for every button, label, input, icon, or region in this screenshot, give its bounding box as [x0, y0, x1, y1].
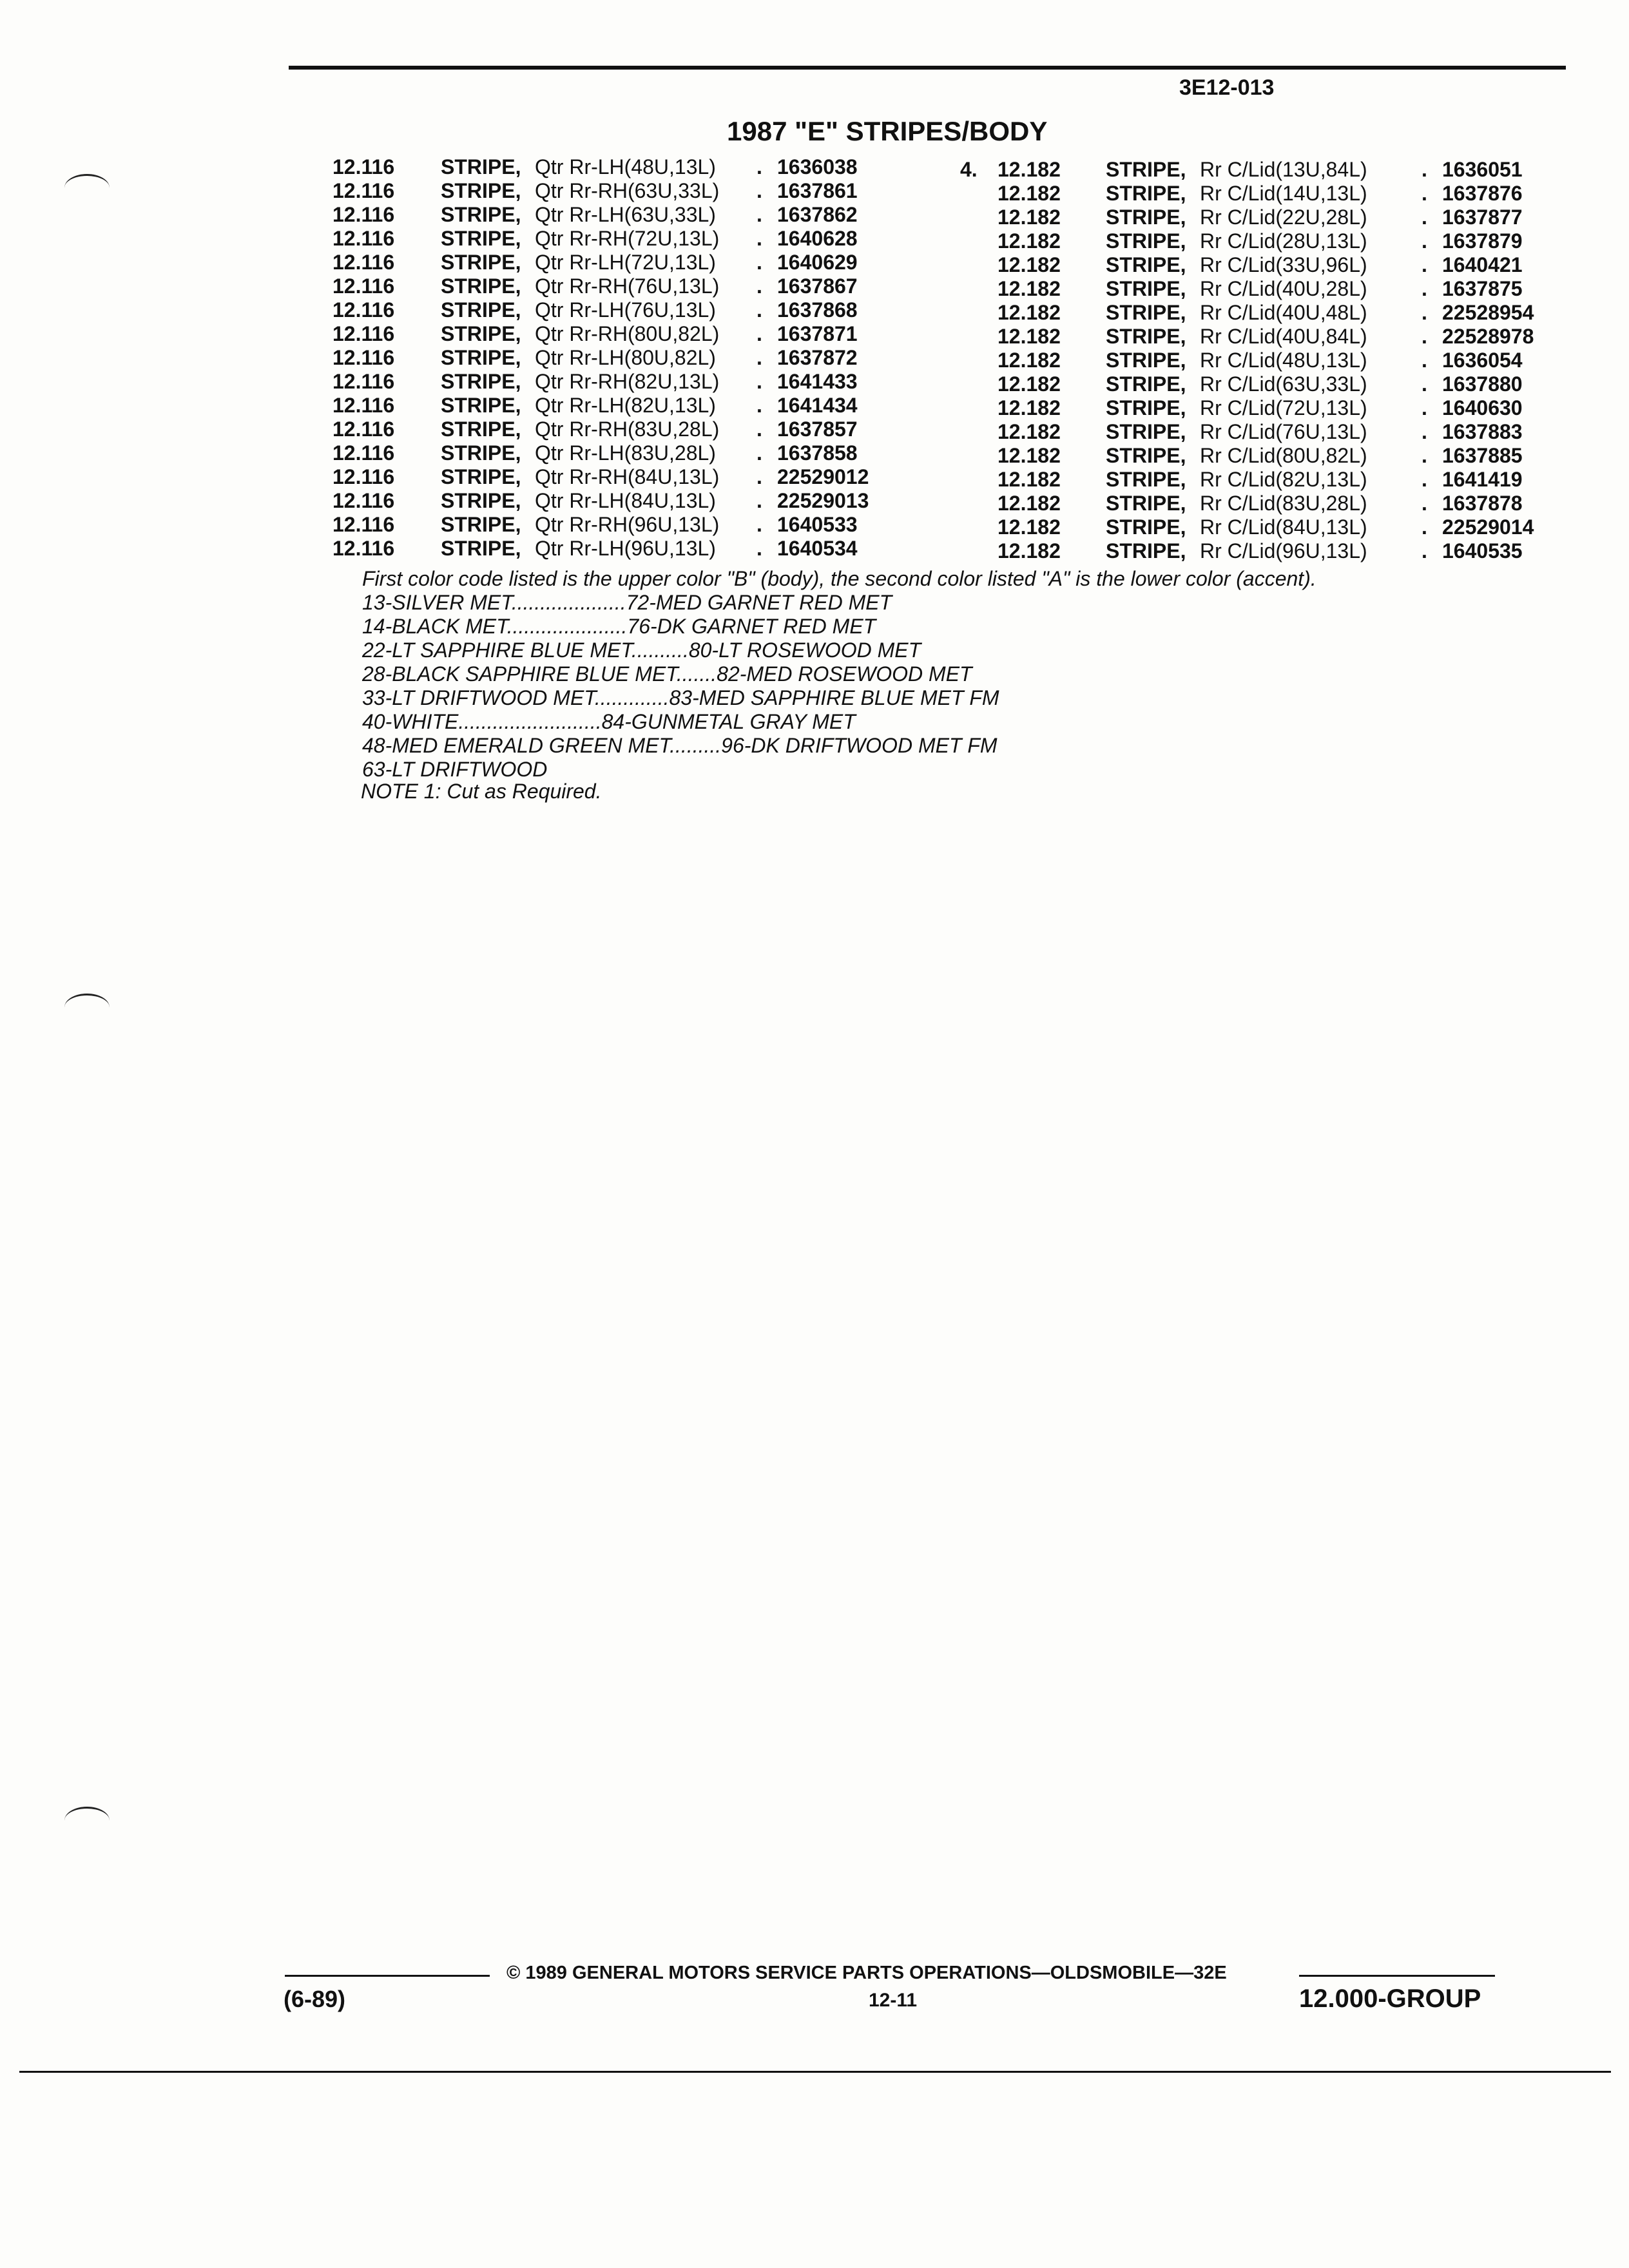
part-description: Qtr Rr-LH(82U,13L) [535, 394, 716, 417]
leader-dot: . [757, 370, 762, 393]
leader-dot: . [1422, 349, 1427, 372]
copyright-text: © 1989 GENERAL MOTORS SERVICE PARTS OPERATIONS—OLDSMOBILE—32E [506, 1963, 1227, 1983]
group-number: 12.116 [333, 346, 395, 369]
part-row [0, 253, 1629, 277]
part-description: Qtr Rr-RH(80U,82L) [535, 322, 720, 345]
part-number: 1640533 [777, 513, 858, 536]
group-number: 12.182 [998, 158, 1061, 181]
part-description: Rr C/Lid(82U,13L) [1200, 468, 1367, 491]
part-number: 1637861 [777, 179, 858, 202]
cut-note: NOTE 1: Cut as Required. [361, 780, 602, 803]
part-number: 1637871 [777, 322, 858, 345]
part-keyword: STRIPE, [1106, 206, 1186, 229]
part-description: Qtr Rr-RH(72U,13L) [535, 227, 720, 250]
group-number: 12.182 [998, 229, 1061, 253]
part-number: 1637857 [777, 418, 858, 441]
group-number: 12.116 [333, 298, 395, 322]
part-number: 1637862 [777, 203, 858, 226]
part-keyword: STRIPE, [1106, 349, 1186, 372]
margin-mark [64, 174, 110, 202]
part-description: Qtr Rr-RH(82U,13L) [535, 370, 720, 393]
part-description: Rr C/Lid(33U,96L) [1200, 253, 1367, 276]
leader-dot: . [1422, 492, 1427, 515]
leader-dot: . [1422, 158, 1427, 181]
leader-dot: . [757, 251, 762, 274]
part-number: 1641433 [777, 370, 858, 393]
part-row [0, 301, 1629, 325]
part-keyword: STRIPE, [441, 274, 521, 298]
leader-dot: . [1422, 396, 1427, 419]
leader-dot: . [757, 155, 762, 178]
leader-dot: . [757, 227, 762, 250]
group-number: 12.182 [998, 182, 1061, 205]
part-description: Qtr Rr-LH(80U,82L) [535, 346, 716, 369]
group-number: 12.182 [998, 325, 1061, 348]
part-number: 1637868 [777, 298, 858, 322]
part-keyword: STRIPE, [1106, 253, 1186, 276]
part-number: 1637877 [1442, 206, 1523, 229]
part-row [0, 539, 1629, 563]
leader-dot: . [1422, 515, 1427, 539]
part-number: 1637879 [1442, 229, 1523, 253]
group-number: 12.116 [333, 489, 395, 512]
part-number: 22529014 [1442, 515, 1534, 539]
quantity: 4. [960, 158, 978, 181]
part-description: Rr C/Lid(83U,28L) [1200, 492, 1367, 515]
part-description: Rr C/Lid(96U,13L) [1200, 539, 1367, 562]
leader-dot: . [757, 465, 762, 488]
part-row [0, 182, 1629, 206]
group-number: 12.116 [333, 394, 395, 417]
part-description: Rr C/Lid(13U,84L) [1200, 158, 1367, 181]
part-row [0, 325, 1629, 349]
group-number: 12.116 [333, 441, 395, 465]
color-legend-line: 63-LT DRIFTWOOD [362, 758, 548, 781]
part-keyword: STRIPE, [1106, 158, 1186, 181]
group-number: 12.182 [998, 301, 1061, 324]
leader-dot: . [1422, 325, 1427, 348]
color-legend-line: 40-WHITE.........................84-GUNMETAL GRAY MET [362, 710, 856, 733]
leader-dot: . [1422, 372, 1427, 396]
part-number: 1636038 [777, 155, 858, 178]
part-row [0, 420, 1629, 444]
part-number: 1636051 [1442, 158, 1523, 181]
group-number: 12.116 [333, 274, 395, 298]
part-keyword: STRIPE, [1106, 468, 1186, 491]
part-row [0, 349, 1629, 372]
part-description: Rr C/Lid(14U,13L) [1200, 182, 1367, 205]
group-number: 12.116 [333, 227, 395, 250]
group-number: 12.116 [333, 418, 395, 441]
part-row [0, 444, 1629, 468]
group-number: 12.116 [333, 513, 395, 536]
color-legend-line: 14-BLACK MET.....................76-DK GARNET RED MET [362, 615, 876, 638]
part-description: Qtr Rr-LH(83U,28L) [535, 441, 716, 465]
part-keyword: STRIPE, [1106, 396, 1186, 419]
part-number: 1640629 [777, 251, 858, 274]
leader-dot: . [757, 274, 762, 298]
part-description: Qtr Rr-LH(48U,13L) [535, 155, 716, 178]
group-number: 12.182 [998, 396, 1061, 419]
part-number: 1637885 [1442, 444, 1523, 467]
part-description: Qtr Rr-LH(63U,33L) [535, 203, 716, 226]
part-keyword: STRIPE, [441, 203, 521, 226]
part-keyword: STRIPE, [441, 489, 521, 512]
part-description: Qtr Rr-LH(96U,13L) [535, 537, 716, 560]
part-number: 22529012 [777, 465, 869, 488]
part-number: 22528954 [1442, 301, 1534, 324]
part-row [0, 372, 1629, 396]
group-number: 12.116 [333, 322, 395, 345]
group-number: 12.116 [333, 537, 395, 560]
part-number: 1640628 [777, 227, 858, 250]
part-description: Qtr Rr-LH(72U,13L) [535, 251, 716, 274]
group-label: 12.000-GROUP [1299, 1984, 1481, 2013]
group-number: 12.182 [998, 349, 1061, 372]
part-description: Qtr Rr-RH(96U,13L) [535, 513, 720, 536]
leader-dot: . [1422, 301, 1427, 324]
part-keyword: STRIPE, [1106, 301, 1186, 324]
part-number: 1637872 [777, 346, 858, 369]
group-number: 12.182 [998, 253, 1061, 276]
part-description: Rr C/Lid(63U,33L) [1200, 372, 1367, 396]
part-description: Qtr Rr-LH(84U,13L) [535, 489, 716, 512]
group-number: 12.182 [998, 515, 1061, 539]
group-number: 12.116 [333, 203, 395, 226]
part-number: 1637883 [1442, 420, 1523, 443]
bottom-rule [19, 2071, 1611, 2073]
color-legend-line: 33-LT DRIFTWOOD MET.............83-MED SAPPHIRE BLUE MET FM [362, 686, 999, 709]
group-number: 12.116 [333, 370, 395, 393]
part-keyword: STRIPE, [441, 298, 521, 322]
color-legend-line: 28-BLACK SAPPHIRE BLUE MET.......82-MED ROSEWOOD MET [362, 662, 972, 686]
part-number: 22529013 [777, 489, 869, 512]
leader-dot: . [757, 441, 762, 465]
part-number: 1637876 [1442, 182, 1523, 205]
part-description: Qtr Rr-RH(63U,33L) [535, 179, 720, 202]
part-description: Rr C/Lid(48U,13L) [1200, 349, 1367, 372]
part-keyword: STRIPE, [441, 394, 521, 417]
group-number: 12.116 [333, 179, 395, 202]
part-description: Rr C/Lid(40U,84L) [1200, 325, 1367, 348]
footer-rule-right [1299, 1975, 1495, 1977]
part-description: Rr C/Lid(40U,48L) [1200, 301, 1367, 324]
group-number: 12.182 [998, 444, 1061, 467]
part-number: 22528978 [1442, 325, 1534, 348]
leader-dot: . [757, 418, 762, 441]
part-keyword: STRIPE, [1106, 515, 1186, 539]
part-number: 1637875 [1442, 277, 1523, 300]
header-rule [289, 66, 1566, 70]
part-number: 1640535 [1442, 539, 1523, 562]
leader-dot: . [757, 322, 762, 345]
part-number: 1640534 [777, 537, 858, 560]
group-number: 12.116 [333, 155, 395, 178]
leader-dot: . [757, 203, 762, 226]
leader-dot: . [757, 298, 762, 322]
part-description: Rr C/Lid(28U,13L) [1200, 229, 1367, 253]
part-row [0, 515, 1629, 539]
leader-dot: . [1422, 206, 1427, 229]
part-number: 1640421 [1442, 253, 1523, 276]
part-description: Rr C/Lid(76U,13L) [1200, 420, 1367, 443]
part-number: 1641419 [1442, 468, 1523, 491]
part-keyword: STRIPE, [441, 370, 521, 393]
part-number: 1641434 [777, 394, 858, 417]
part-number: 1637867 [777, 274, 858, 298]
page-number: 12-11 [869, 1990, 918, 2011]
part-row [0, 158, 1629, 182]
leader-dot: . [757, 179, 762, 202]
margin-mark [64, 994, 110, 1021]
leader-dot: . [1422, 420, 1427, 443]
part-keyword: STRIPE, [1106, 182, 1186, 205]
part-row [0, 206, 1629, 229]
part-description: Qtr Rr-RH(83U,28L) [535, 418, 720, 441]
part-keyword: STRIPE, [441, 418, 521, 441]
part-description: Rr C/Lid(80U,82L) [1200, 444, 1367, 467]
leader-dot: . [1422, 468, 1427, 491]
part-keyword: STRIPE, [441, 441, 521, 465]
leader-dot: . [1422, 444, 1427, 467]
part-number: 1640630 [1442, 396, 1523, 419]
leader-dot: . [757, 346, 762, 369]
part-keyword: STRIPE, [441, 346, 521, 369]
part-keyword: STRIPE, [1106, 229, 1186, 253]
part-row [0, 492, 1629, 515]
leader-dot: . [757, 537, 762, 560]
part-description: Rr C/Lid(22U,28L) [1200, 206, 1367, 229]
part-number: 1636054 [1442, 349, 1523, 372]
part-keyword: STRIPE, [441, 322, 521, 345]
part-keyword: STRIPE, [1106, 325, 1186, 348]
part-keyword: STRIPE, [441, 537, 521, 560]
leader-dot: . [1422, 539, 1427, 562]
footer-rule-left [285, 1975, 490, 1977]
color-intro-note: First color code listed is the upper color "B" (body), the second color listed "A" is the lower color (accent). [362, 567, 1316, 590]
leader-dot: . [1422, 253, 1427, 276]
part-number: 1637880 [1442, 372, 1523, 396]
part-keyword: STRIPE, [1106, 372, 1186, 396]
group-number: 12.182 [998, 372, 1061, 396]
leader-dot: . [757, 513, 762, 536]
part-row [0, 277, 1629, 301]
part-number: 1637858 [777, 441, 858, 465]
group-number: 12.182 [998, 468, 1061, 491]
color-legend-line: 13-SILVER MET....................72-MED GARNET RED MET [362, 591, 892, 614]
part-keyword: STRIPE, [1106, 277, 1186, 300]
leader-dot: . [1422, 182, 1427, 205]
group-number: 12.116 [333, 251, 395, 274]
part-description: Qtr Rr-LH(76U,13L) [535, 298, 716, 322]
revision-date: (6-89) [284, 1986, 346, 2012]
page-title: 1987 "E" STRIPES/BODY [727, 116, 1048, 146]
group-number: 12.182 [998, 539, 1061, 562]
color-legend-line: 22-LT SAPPHIRE BLUE MET..........80-LT ROSEWOOD MET [362, 639, 921, 662]
group-number: 12.182 [998, 492, 1061, 515]
part-keyword: STRIPE, [441, 155, 521, 178]
margin-mark [64, 1807, 110, 1834]
part-keyword: STRIPE, [1106, 444, 1186, 467]
part-keyword: STRIPE, [441, 227, 521, 250]
part-description: Qtr Rr-RH(84U,13L) [535, 465, 720, 488]
part-description: Rr C/Lid(72U,13L) [1200, 396, 1367, 419]
part-keyword: STRIPE, [1106, 420, 1186, 443]
part-description: Rr C/Lid(40U,28L) [1200, 277, 1367, 300]
leader-dot: . [757, 394, 762, 417]
part-keyword: STRIPE, [441, 465, 521, 488]
part-keyword: STRIPE, [1106, 539, 1186, 562]
group-number: 12.182 [998, 206, 1061, 229]
part-description: Qtr Rr-RH(76U,13L) [535, 274, 720, 298]
part-keyword: STRIPE, [441, 513, 521, 536]
leader-dot: . [1422, 229, 1427, 253]
leader-dot: . [1422, 277, 1427, 300]
leader-dot: . [757, 489, 762, 512]
part-keyword: STRIPE, [1106, 492, 1186, 515]
part-row [0, 468, 1629, 492]
part-number: 1637878 [1442, 492, 1523, 515]
part-keyword: STRIPE, [441, 179, 521, 202]
group-number: 12.182 [998, 277, 1061, 300]
color-legend-line: 48-MED EMERALD GREEN MET.........96-DK DRIFTWOOD MET FM [362, 734, 998, 757]
part-description: Rr C/Lid(84U,13L) [1200, 515, 1367, 539]
part-row [0, 229, 1629, 253]
document-code: 3E12-013 [1179, 75, 1275, 100]
part-keyword: STRIPE, [441, 251, 521, 274]
part-row [0, 396, 1629, 420]
group-number: 12.116 [333, 465, 395, 488]
group-number: 12.182 [998, 420, 1061, 443]
